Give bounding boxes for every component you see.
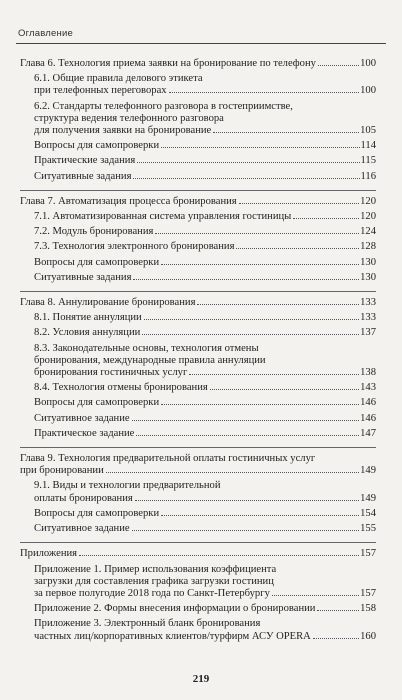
toc-entry-page-number: 130 — [360, 271, 376, 283]
toc-entry-line — [34, 327, 376, 339]
toc-entry-text-line: 6.2. Стандарты телефонного разговора в гостеприимстве, — [34, 100, 293, 112]
chapter-title-page-number: 157 — [360, 548, 376, 560]
toc-entry-text: Ситуативное задание — [34, 523, 130, 535]
dot-leader — [161, 264, 359, 265]
dot-leader — [106, 472, 359, 473]
toc-entry-line — [34, 508, 376, 520]
toc-entry-line — [34, 125, 376, 137]
toc-entry-page-number: 147 — [360, 427, 376, 439]
chapter-title-page-number: 100 — [360, 58, 376, 69]
toc-entry-line — [34, 155, 376, 167]
toc-entry — [20, 241, 376, 253]
dot-leader — [210, 389, 359, 390]
toc-entry-text: 7.1. Автоматизированная система управления гостиницы — [34, 211, 292, 223]
toc-entry — [20, 428, 376, 440]
page-number: 219 — [192, 673, 210, 685]
chapter-title-text: при бронировании — [20, 465, 104, 477]
chapter-title — [20, 548, 376, 560]
toc-entry — [20, 327, 376, 339]
toc-entry-text-line: загрузки для составления графика загрузки гостиниц — [34, 575, 274, 587]
toc-entry-page-number: 114 — [360, 140, 376, 152]
toc-chapter — [20, 58, 376, 183]
toc-entry — [20, 171, 376, 183]
dot-leader — [161, 404, 359, 405]
dot-leader — [155, 233, 359, 234]
toc-entry-line — [34, 226, 376, 238]
toc-entry-page-number: 149 — [360, 492, 376, 504]
chapter-title — [20, 196, 376, 208]
toc-entry-line — [34, 413, 376, 425]
section-divider — [20, 447, 376, 448]
toc-entry-text: 8.2. Условия аннуляции — [34, 327, 141, 339]
toc-entry-text: Ситуативные задания — [34, 271, 132, 283]
dot-leader — [133, 178, 359, 179]
toc-entry-text-line: Приложение 3. Электронный бланк бронирования — [34, 618, 261, 630]
toc-entry — [20, 397, 376, 409]
dot-leader — [318, 65, 359, 66]
dot-leader — [236, 248, 359, 249]
toc-entry-text: Вопросы для самопроверки — [34, 507, 160, 519]
chapter-title-page-number: 133 — [360, 297, 376, 309]
chapter-title-page-number: 149 — [360, 465, 376, 477]
toc-entry — [20, 226, 376, 238]
toc-entry-text: 7.2. Модуль бронирования — [34, 226, 154, 238]
toc-entry-page-number: 143 — [360, 382, 376, 394]
dot-leader — [79, 555, 359, 556]
header-rule — [16, 43, 386, 44]
toc-entry — [20, 211, 376, 223]
dot-leader — [272, 595, 359, 596]
toc-entry-text-line: бронирования, международные правила аннуляции — [34, 354, 266, 366]
toc-entry-text-line: 6.1. Общие правила делового этикета — [34, 73, 203, 85]
chapter-title-line — [20, 196, 376, 208]
toc-entry-page-number: 138 — [360, 367, 376, 379]
toc-entry-page-number: 160 — [360, 630, 376, 642]
toc-entry-text: Ситуативное задание — [34, 412, 130, 424]
toc-chapter — [20, 453, 376, 535]
dot-leader — [189, 374, 359, 375]
toc-entry-page-number: 105 — [360, 125, 376, 137]
dot-leader — [142, 334, 359, 335]
dot-leader — [132, 530, 360, 531]
toc-chapter — [20, 196, 376, 284]
toc-entry-text: Практическое задание — [34, 427, 135, 439]
dot-leader — [133, 279, 359, 280]
toc-entry — [20, 618, 376, 642]
toc-entry — [20, 508, 376, 520]
toc-entry-text-line: 8.3. Законодательные основы, технология отмены — [34, 342, 259, 354]
dot-leader — [132, 420, 360, 421]
chapter-title — [20, 58, 376, 70]
toc-entry-page-number: 146 — [360, 397, 376, 409]
toc-entry-text: 8.1. Понятие аннуляции — [34, 312, 142, 324]
dot-leader — [136, 435, 359, 436]
toc-entry-text: Вопросы для самопроверки — [34, 397, 160, 409]
toc-entry-line — [34, 171, 376, 183]
toc-entry — [20, 312, 376, 324]
toc-entry — [20, 272, 376, 284]
toc-entry — [20, 101, 376, 138]
chapter-title-line — [20, 548, 376, 560]
dot-leader — [317, 610, 359, 611]
toc-entry-text: бронирования гостиничных услуг — [34, 367, 188, 379]
chapter-title-text: Глава 6. Технология приема заявки на бронирование по телефону — [20, 58, 316, 69]
chapter-title-line — [20, 297, 376, 309]
toc-entry — [20, 480, 376, 504]
toc-entry-text: оплаты бронирования — [34, 492, 133, 504]
toc-entry-page-number: 124 — [360, 226, 376, 238]
toc-entry-page-number: 146 — [360, 412, 376, 424]
section-divider — [20, 542, 376, 543]
toc-entry-line — [34, 140, 376, 152]
toc-entry-page-number: 154 — [360, 507, 376, 519]
toc-entry-line — [34, 603, 376, 615]
toc-entry-line — [34, 241, 376, 253]
toc-entry-text-line: 9.1. Виды и технологии предварительной — [34, 480, 221, 492]
toc-entry-text: Ситуативные задания — [34, 170, 132, 182]
toc-entry-text: для получения заявки на бронирование — [34, 125, 212, 137]
dot-leader — [293, 218, 359, 219]
toc-entry-page-number: 155 — [360, 523, 376, 535]
toc-entry-line — [34, 588, 376, 600]
chapter-title-text: Приложения — [20, 548, 78, 560]
toc-entry — [20, 343, 376, 380]
running-head: Оглавление — [18, 28, 73, 39]
section-divider — [20, 291, 376, 292]
toc-entry-line — [34, 211, 376, 223]
table-of-contents — [20, 58, 376, 650]
toc-entry-text-line: структура ведения телефонного разговора — [34, 112, 224, 124]
dot-leader — [169, 92, 360, 93]
toc-chapter — [20, 548, 376, 642]
chapter-title — [20, 297, 376, 309]
chapter-title-line — [20, 465, 376, 477]
dot-leader — [161, 515, 359, 516]
toc-entry-line — [34, 257, 376, 269]
toc-entry-text: Вопросы для самопроверки — [34, 256, 160, 268]
dot-leader — [135, 500, 359, 501]
toc-entry-line — [34, 272, 376, 284]
toc-entry-text: Приложение 2. Формы внесения информации о бронировании — [34, 603, 316, 615]
toc-entry-page-number: 158 — [360, 603, 376, 615]
toc-entry-line — [34, 523, 376, 535]
toc-entry — [20, 73, 376, 97]
dot-leader — [137, 162, 359, 163]
toc-entry-page-number: 115 — [360, 155, 376, 167]
toc-entry-line — [34, 312, 376, 324]
toc-entry-text: Практические задания — [34, 155, 136, 167]
toc-entry-line — [34, 367, 376, 379]
toc-entry-page-number: 100 — [360, 85, 376, 97]
dot-leader — [197, 304, 359, 305]
chapter-title-text: Глава 7. Автоматизация процесса бронирования — [20, 195, 237, 207]
toc-entry-line — [34, 382, 376, 394]
toc-entry-line — [34, 85, 376, 97]
chapter-title-text-line: Глава 9. Технология предварительной оплаты гостиничных услуг — [20, 453, 316, 465]
dot-leader — [213, 132, 359, 133]
toc-entry-text: при телефонных переговорах — [34, 85, 167, 97]
toc-entry-line — [34, 493, 376, 505]
toc-entry-text: за первое полугодие 2018 года по Санкт-Петербургу — [34, 587, 270, 599]
toc-entry — [20, 603, 376, 615]
toc-entry — [20, 523, 376, 535]
chapter-title — [20, 453, 376, 477]
toc-entry-page-number: 133 — [360, 312, 376, 324]
toc-entry-line — [34, 631, 376, 643]
toc-entry-page-number: 157 — [360, 587, 376, 599]
toc-entry — [20, 564, 376, 601]
chapter-title-text: Глава 8. Аннулирование бронирования — [20, 297, 196, 309]
toc-entry-text: частных лиц/корпоративных клиентов/турфирм АСУ OPERA — [34, 630, 311, 642]
toc-entry-text-line: Приложение 1. Пример использования коэффициента — [34, 563, 277, 575]
toc-entry-text: Вопросы для самопроверки — [34, 140, 160, 152]
toc-entry — [20, 155, 376, 167]
toc-entry-page-number: 120 — [360, 211, 376, 223]
toc-entry-text: 7.3. Технология электронного бронирования — [34, 241, 235, 253]
toc-entry-text: 8.4. Технология отмены бронирования — [34, 382, 208, 394]
toc-entry-page-number: 128 — [360, 241, 376, 253]
dot-leader — [161, 147, 359, 148]
dot-leader — [144, 319, 359, 320]
toc-entry-line — [34, 428, 376, 440]
toc-entry-line — [34, 397, 376, 409]
chapter-title-page-number: 120 — [360, 195, 376, 207]
toc-entry-page-number: 116 — [360, 170, 376, 182]
toc-entry-page-number: 130 — [360, 256, 376, 268]
dot-leader — [313, 638, 359, 639]
section-divider — [20, 190, 376, 191]
toc-entry — [20, 382, 376, 394]
toc-entry — [20, 257, 376, 269]
dot-leader — [239, 203, 359, 204]
chapter-title-line — [20, 58, 376, 70]
toc-entry-page-number: 137 — [360, 327, 376, 339]
toc-chapter — [20, 297, 376, 440]
toc-entry — [20, 413, 376, 425]
toc-entry — [20, 140, 376, 152]
